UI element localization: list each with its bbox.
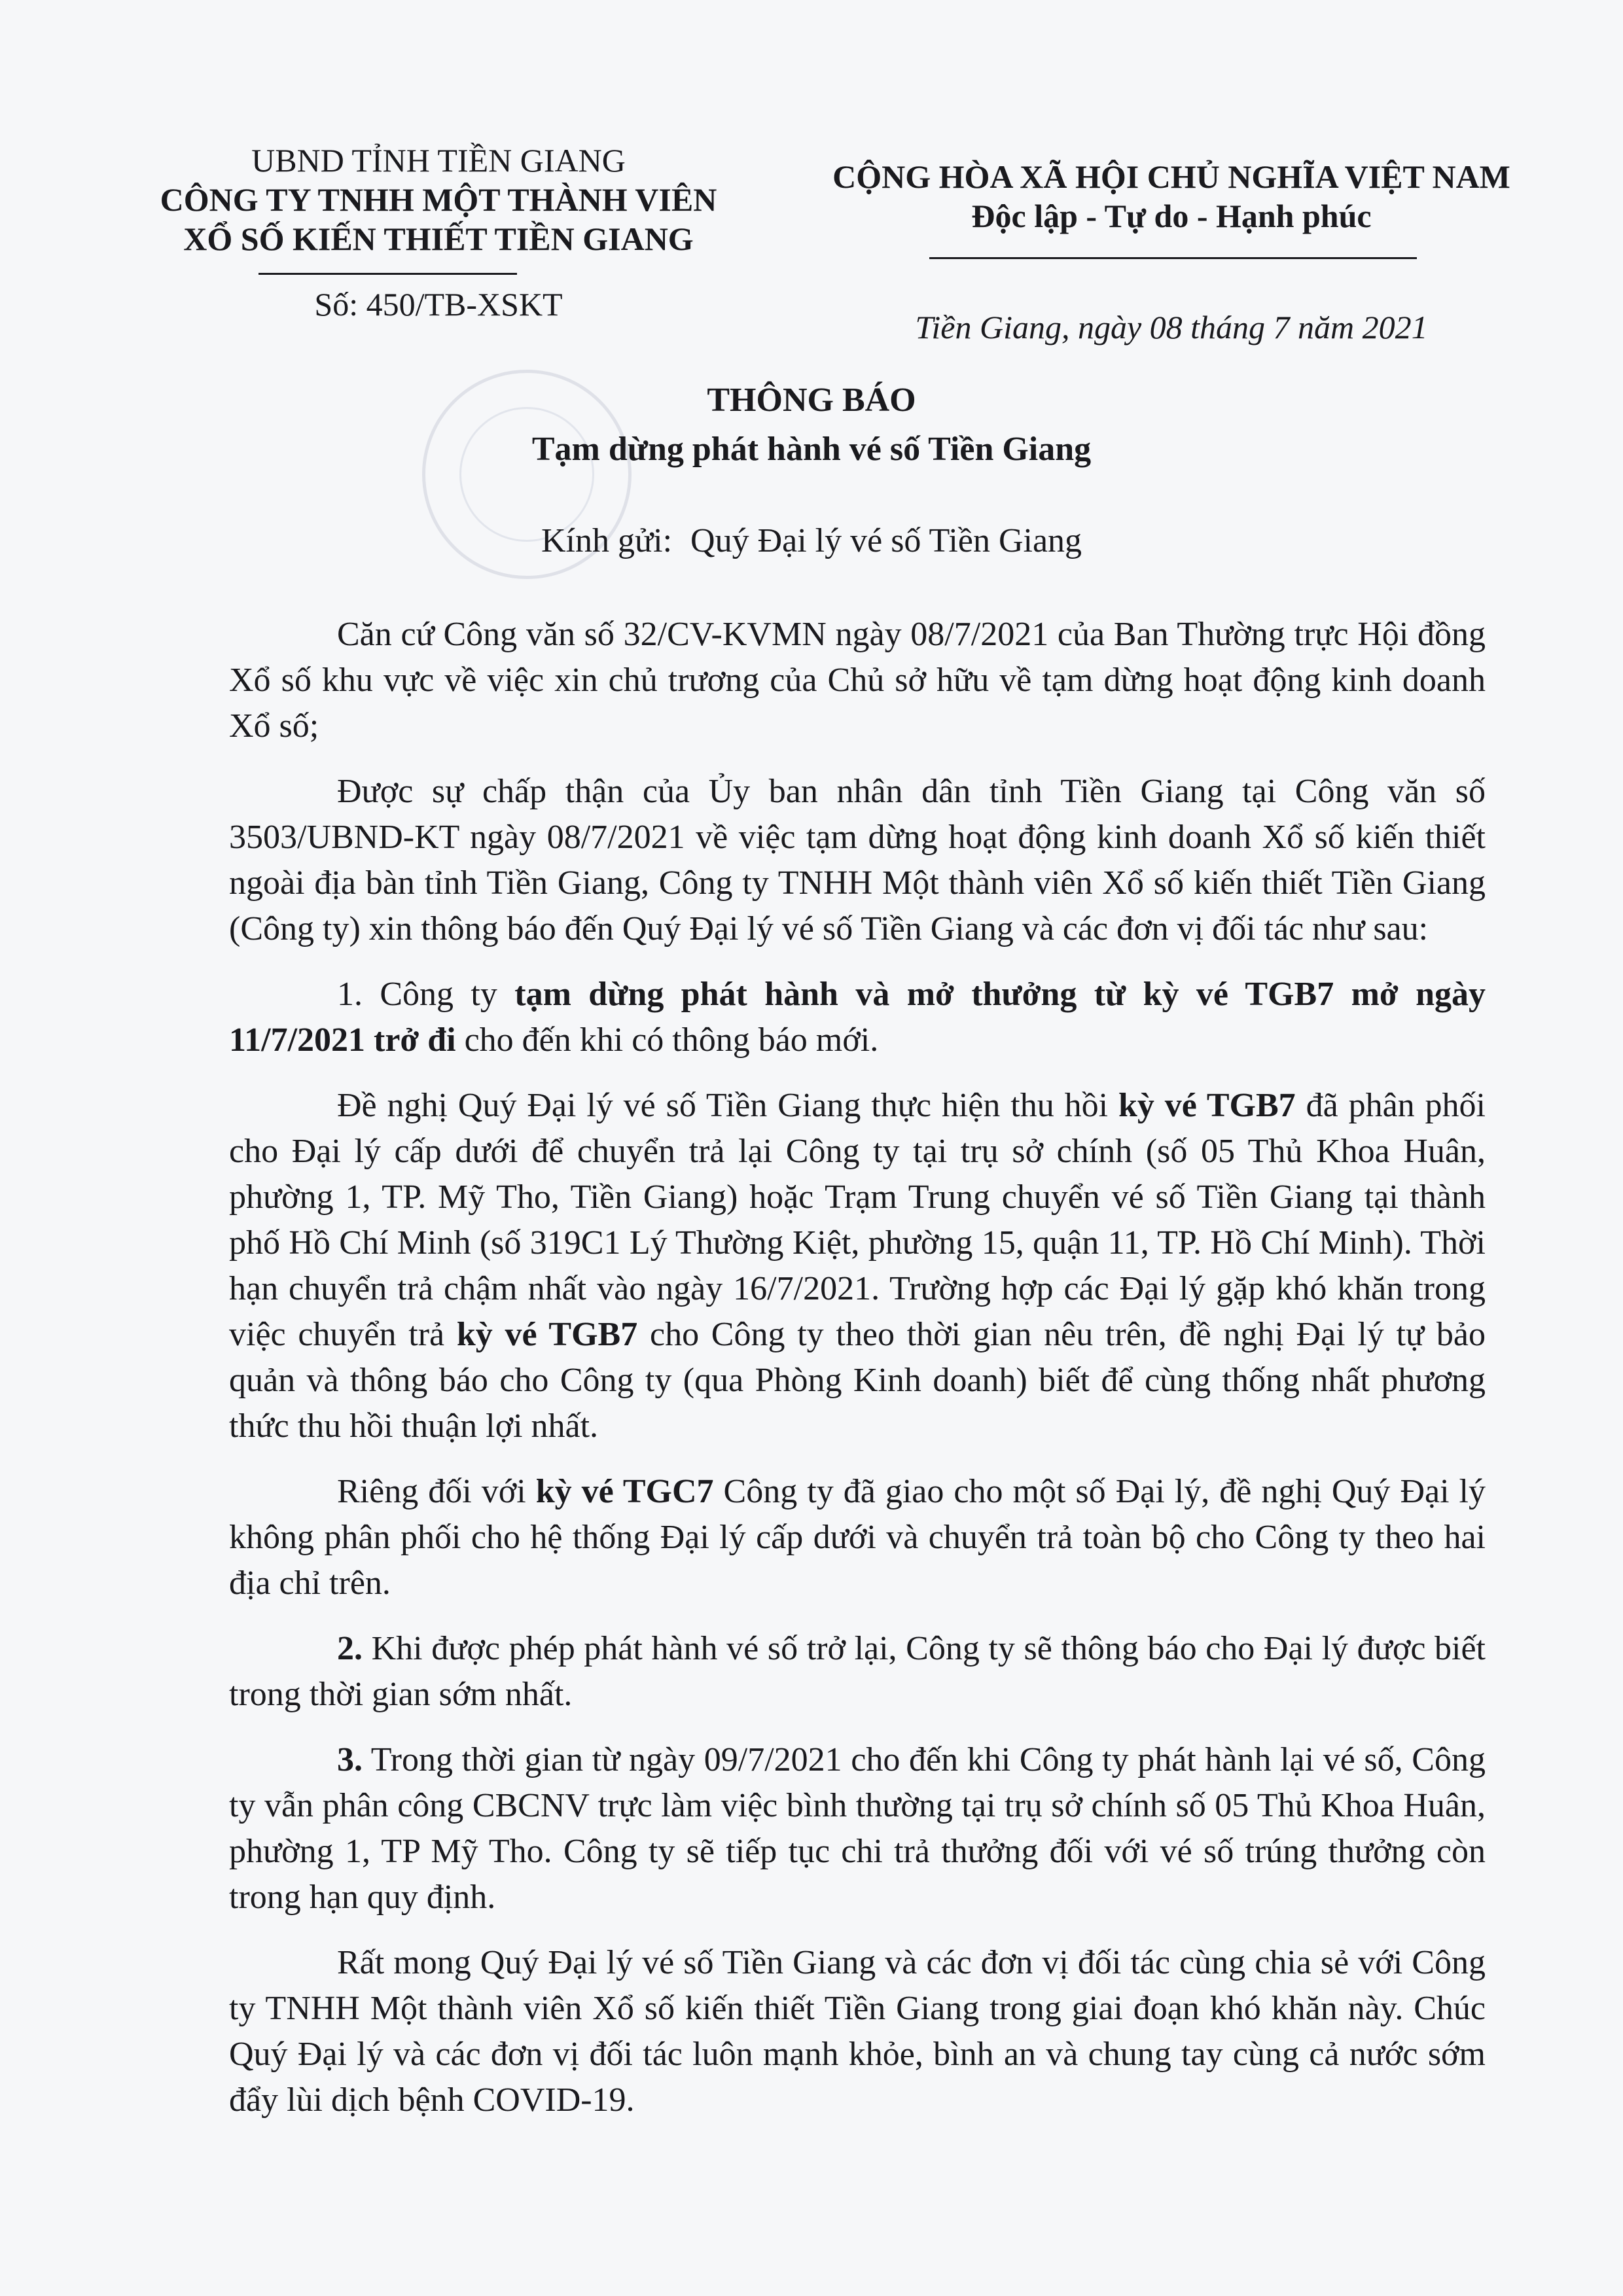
paragraph-item-2: 2. Khi được phép phát hành vé số trở lại, Công ty sẽ thông báo cho Đại lý được biết trong thời gian sớm nhất. [229,1630,1486,1713]
document-number: Số: 450/TB-XSKT [314,286,563,323]
paragraph-closing: Rất mong Quý Đại lý vé số Tiền Giang và các đơn vị đối tác cùng chia sẻ với Công ty TNHH Một thành viên Xổ số kiến thiết Tiền Giang trong giai đoạn khó khăn này. Chúc Quý Đại lý và các đơn vị đối tác luôn mạnh khỏe, bình an và chung tay cùng cả nước sớm đẩy lùi dịch bệnh COVID-19. [229,1944,1486,2119]
motto-underline [929,257,1417,259]
item-number: 2. [337,1630,363,1667]
paragraph-tgc7: Riêng đối với kỳ vé TGC7 Công ty đã giao cho một số Đại lý, đề nghị Quý Đại lý không phân phối cho hệ thống Đại lý cấp dưới và chuyển trả toàn bộ cho Công ty theo hai địa chỉ trên. [229,1473,1486,1602]
emphasis: tạm dừng phát hành và mở thưởng từ kỳ vé TGB7 mở ngày 11/7/2021 trở đi [229,976,1486,1059]
national-motto: Độc lập - Tự do - Hạnh phúc [971,198,1372,234]
issuer-province: UBND TỈNH TIỀN GIANG [251,142,626,179]
document-title: THÔNG BÁO [707,381,916,419]
item-number: 3. [337,1741,363,1778]
emphasis: kỳ vé TGC7 [535,1473,714,1510]
item-number: 1. [337,976,363,1013]
recipient-label: Kính gửi: [541,522,673,559]
paragraph-approval: Được sự chấp thận của Ủy ban nhân dân tỉnh Tiền Giang tại Công văn số 3503/UBND-KT ngày 08/7/2021 về việc tạm dừng hoạt động kinh doanh Xổ số kiến thiết ngoài địa bàn tỉnh Tiền Giang, Công ty TNHH Một thành viên Xổ số kiến thiết Tiền Giang (Công ty) xin thông báo đến Quý Đại lý vé số Tiền Giang và các đơn vị đối tác như sau: [229,773,1486,947]
paragraph-basis: Căn cứ Công văn số 32/CV-KVMN ngày 08/7/2021 của Ban Thường trực Hội đồng Xổ số khu vực về việc xin chủ trương của Chủ sở hữu về tạm dừng hoạt động kinh doanh Xổ số; [229,616,1486,745]
document-date: Tiền Giang, ngày 08 tháng 7 năm 2021 [915,309,1428,345]
emphasis: kỳ vé TGB7 [1118,1087,1296,1124]
paragraph-item-3: 3. Trong thời gian từ ngày 09/7/2021 cho đến khi Công ty phát hành lại vé số, Công ty vẫn phân công CBCNV trực làm việc bình thường tại trụ sở chính số 05 Thủ Khoa Huân, phường 1, TP Mỹ Tho. Công ty sẽ tiếp tục chi trả thưởng đối với vé số trúng thưởng còn trong hạn quy định. [229,1741,1486,1916]
emphasis: kỳ vé TGB7 [456,1316,638,1353]
issuer-company-line2: XỔ SỐ KIẾN THIẾT TIỀN GIANG [183,221,694,257]
issuer-underline [259,273,517,275]
recipient-line [0,520,1623,562]
paragraph-recall-request: Đề nghị Quý Đại lý vé số Tiền Giang thực hiện thu hồi kỳ vé TGB7 đã phân phối cho Đại lý cấp dưới để chuyển trả lại Công ty tại trụ sở chính (số 05 Thủ Khoa Huân, phường 1, TP. Mỹ Tho, Tiền Giang) hoặc Trạm Trung chuyển vé số Tiền Giang tại thành phố Hồ Chí Minh (số 319C1 Lý Thường Kiệt, phường 15, quận 11, TP. Hồ Chí Minh). Thời hạn chuyển trả chậm nhất vào ngày 16/7/2021. Trường hợp các Đại lý gặp khó khăn trong việc chuyển trả kỳ vé TGB7 cho Công ty theo thời gian nêu trên, đề nghị Đại lý tự bảo quản và thông báo cho Công ty (qua Phòng Kinh doanh) biết để cùng thống nhất phương thức thu hồi thuận lợi nhất. [229,1087,1486,1445]
national-name: CỘNG HÒA XÃ HỘI CHỦ NGHĨA VIỆT NAM [832,158,1510,195]
document-body [229,612,1486,2143]
paragraph-item-1: 1. Công ty tạm dừng phát hành và mở thưởng từ kỳ vé TGB7 mở ngày 11/7/2021 trở đi cho đến khi có thông báo mới. [229,976,1486,1059]
national-heading [785,157,1558,236]
document-subtitle: Tạm dừng phát hành vé số Tiền Giang [531,431,1092,468]
issuer-company-line1: CÔNG TY TNHH MỘT THÀNH VIÊN [160,181,717,218]
recipient-name: Quý Đại lý vé số Tiền Giang [690,522,1082,559]
issuer-block [124,141,753,258]
